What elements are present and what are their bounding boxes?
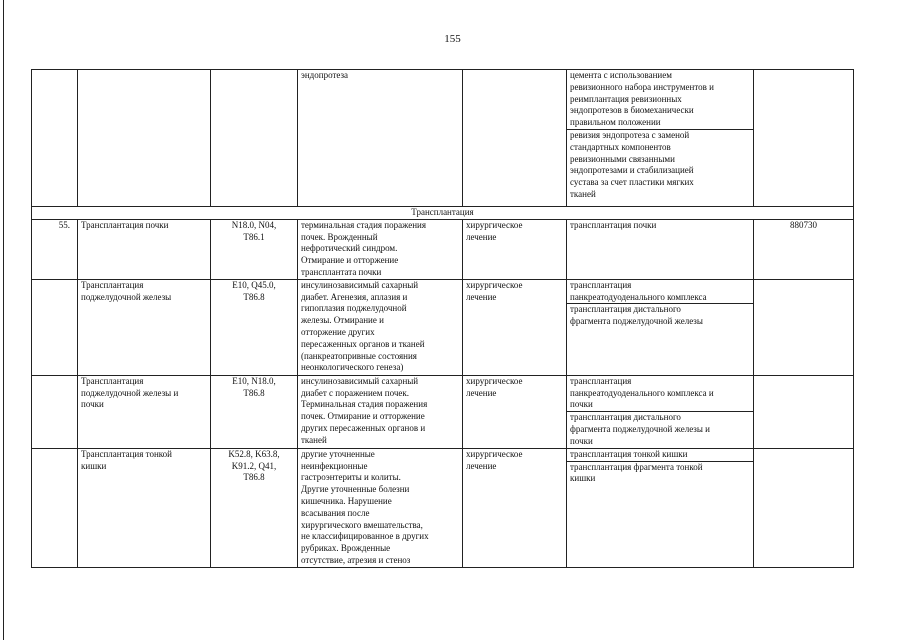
cell-number: 55.: [32, 219, 78, 279]
method-line: сустава за счет пластики мягких: [570, 177, 694, 188]
cell-cost: [754, 375, 854, 448]
name-line: Трансплантация: [81, 279, 144, 290]
cell-codes: [211, 375, 298, 448]
method-line: цемента с использованием: [570, 70, 672, 80]
model-line: Другие уточненные болезни: [301, 484, 410, 495]
model-line: почек. Врожденный: [301, 231, 378, 242]
model-line: гипоплазия поджелудочной: [301, 303, 407, 314]
name-line: поджелудочной железы и: [81, 387, 179, 398]
treatment-line: хирургическое: [466, 279, 523, 290]
cell-codes: [211, 219, 298, 279]
cell-name: [78, 70, 211, 207]
cell-model: [298, 279, 463, 375]
code-line: T86.8: [243, 387, 265, 398]
method-block: [567, 376, 753, 411]
page-edge-line: [3, 0, 4, 640]
method-line: ревизия эндопротеза с заменой: [570, 130, 690, 140]
method-block: [567, 449, 753, 461]
cell-treatment: [463, 375, 567, 448]
cell-cost: [754, 279, 854, 375]
section-header-row: [32, 207, 854, 220]
treatment-line: лечение: [466, 460, 497, 471]
method-line: панкреатодуоденального комплекса: [570, 291, 707, 302]
model-line: отсутствие, атрезия и стеноз: [301, 554, 411, 565]
method-block: [567, 461, 753, 486]
cell-cost: 880730: [754, 219, 854, 279]
model-line: хирургического вмешательства,: [301, 519, 423, 530]
model-line: всасывания после: [301, 507, 370, 518]
method-block: [567, 70, 753, 129]
method-line: ревизионного набора инструментов и: [570, 81, 714, 92]
cell-name: [78, 375, 211, 448]
name-line: Трансплантация: [81, 375, 144, 386]
cell-methods: [567, 279, 754, 375]
model-line: инсулинозависимый сахарный: [301, 375, 419, 386]
method-block: [567, 129, 753, 201]
model-line: гастроэнтериты и колиты.: [301, 472, 401, 483]
model-line: кишечника. Нарушение: [301, 495, 392, 506]
method-line: трансплантация фрагмента тонкой: [570, 461, 703, 472]
cell-number: [32, 375, 78, 448]
method-line: эндопротезов в биомеханически: [570, 105, 694, 116]
method-line: панкреатодуоденального комплекса и: [570, 387, 714, 398]
name-line: Трансплантация тонкой: [81, 448, 173, 459]
method-line: фрагмента поджелудочной железы: [570, 316, 703, 327]
name-line: поджелудочной железы: [81, 291, 172, 302]
method-line: фрагмента поджелудочной железы и: [570, 423, 710, 434]
name-line: Трансплантация почки: [81, 219, 169, 230]
method-block: [567, 411, 753, 447]
cell-model: [298, 219, 463, 279]
treatment-line: лечение: [466, 387, 497, 398]
treatment-line: хирургическое: [466, 375, 523, 386]
method-line: трансплантация: [570, 279, 632, 290]
cell-methods: [567, 375, 754, 448]
cell-name: [78, 448, 211, 567]
cell-treatment: [463, 219, 567, 279]
name-line: кишки: [81, 460, 107, 471]
method-line: эндопротезами и стабилизацией: [570, 165, 694, 176]
cell-name: [78, 219, 211, 279]
cell-model: [298, 448, 463, 567]
model-line: другие уточненные: [301, 448, 375, 459]
code-line: N18.0, N04,: [231, 219, 277, 230]
model-line: отторжение других: [301, 326, 375, 337]
model-line: рубриках. Врожденные: [301, 543, 391, 554]
method-line: почки: [570, 435, 593, 446]
model-line: диабет с поражением почек.: [301, 387, 409, 398]
code-line: K91.2, Q41,: [231, 460, 277, 471]
table-row: [32, 375, 854, 448]
method-block: [567, 303, 753, 328]
method-line: реимплантация ревизионных: [570, 93, 682, 104]
table-row: [32, 448, 854, 567]
treatment-line: хирургическое: [466, 448, 523, 459]
code-line: K52.8, K63.8,: [228, 448, 280, 459]
cell-cost: [754, 448, 854, 567]
method-line: правильном положении: [570, 117, 661, 128]
cell-treatment: [463, 279, 567, 375]
model-line: железы. Отмирание и: [301, 315, 384, 326]
cell-name: [78, 279, 211, 375]
cell-treatment: [463, 448, 567, 567]
cell-methods: [567, 70, 754, 207]
method-line: ревизионными связанными: [570, 153, 675, 164]
page-number: 155: [444, 33, 461, 45]
code-line: E10, N18.0,: [232, 375, 276, 386]
cell-number: [32, 70, 78, 207]
model-line: Отмирание и отторжение: [301, 255, 399, 266]
treatment-table: [31, 69, 854, 568]
table-row: [32, 279, 854, 375]
model-line: нефротический синдром.: [301, 243, 398, 254]
cell-codes: [211, 448, 298, 567]
table-row-continuation: [32, 70, 854, 207]
method-line: трансплантация почки: [570, 219, 657, 230]
cell-number: [32, 279, 78, 375]
cell-codes: [211, 70, 298, 207]
code-line: T86.8: [243, 291, 265, 302]
method-line: трансплантация: [570, 375, 632, 386]
method-line: почки: [570, 399, 593, 410]
model-line: неонкологического генеза): [301, 362, 404, 373]
model-line: трансплантата почки: [301, 266, 382, 277]
treatment-line: лечение: [466, 231, 497, 242]
cell-number: [32, 448, 78, 567]
model-line: (панкреатопривные состояния: [301, 350, 417, 361]
model-line: инсулинозависимый сахарный: [301, 279, 419, 290]
model-line: терминальная стадия поражения: [301, 219, 426, 230]
method-block: [567, 280, 753, 304]
model-line: пересаженных органов и тканей: [301, 338, 425, 349]
table-row: [32, 219, 854, 279]
method-line: трансплантация дистального: [570, 412, 681, 423]
model-line: диабет. Агенезия, аплазия и: [301, 291, 408, 302]
cell-methods: [567, 219, 754, 279]
model-line: не классифицированное в других: [301, 531, 429, 542]
method-line: трансплантация тонкой кишки: [570, 448, 688, 459]
model-line: Терминальная стадия поражения: [301, 399, 428, 410]
name-line: почки: [81, 399, 104, 410]
model-line: эндопротеза: [301, 70, 349, 80]
model-line: других пересаженных органов и: [301, 422, 426, 433]
method-block: [567, 220, 753, 232]
cell-model: [298, 375, 463, 448]
method-line: трансплантация дистального: [570, 304, 681, 315]
treatment-line: лечение: [466, 291, 497, 302]
cell-methods: [567, 448, 754, 567]
treatment-line: хирургическое: [466, 219, 523, 230]
code-line: T86.8: [243, 472, 265, 483]
model-line: неинфекционные: [301, 460, 368, 471]
code-line: E10, Q45.0,: [232, 279, 276, 290]
code-line: T86.1: [243, 231, 265, 242]
cell-cost: [754, 70, 854, 207]
method-line: тканей: [570, 188, 596, 199]
model-line: тканей: [301, 434, 327, 445]
cell-codes: [211, 279, 298, 375]
method-line: стандартных компонентов: [570, 141, 671, 152]
cell-treatment: [463, 70, 567, 207]
method-line: кишки: [570, 473, 596, 484]
cell-model: [298, 70, 463, 207]
model-line: почек. Отмирание и отторжение: [301, 411, 425, 422]
section-title: Трансплантация: [32, 207, 854, 220]
